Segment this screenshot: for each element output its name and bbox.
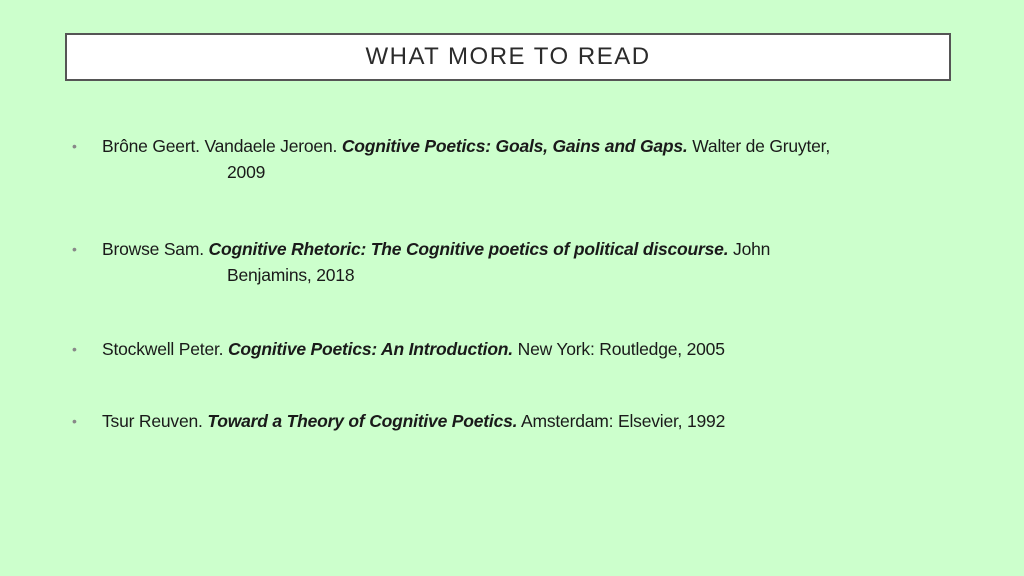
reference-title: Cognitive Rhetoric: The Cognitive poetics of political discourse. [208,239,729,259]
reference-publisher: Walter de Gruyter, [687,136,830,156]
reference-item [72,236,962,288]
reference-authors: Browse Sam. [102,239,209,259]
reference-authors: Stockwell Peter. [102,339,228,359]
bullet-icon: • [72,413,77,429]
bullet-icon: • [72,341,77,357]
reference-item [72,336,962,362]
reference-publisher: Amsterdam: Elsevier, 1992 [517,411,726,431]
reference-item [72,408,962,434]
reference-title: Toward a Theory of Cognitive Poetics. [207,411,518,431]
reference-publisher: John [728,239,771,259]
reference-title: Cognitive Poetics: Goals, Gains and Gaps. [341,136,688,156]
bullet-icon: • [72,138,77,154]
bullet-icon: • [72,241,77,257]
reference-item [72,133,962,185]
reference-authors: Brône Geert. Vandaele Jeroen. [102,136,342,156]
reference-publisher-continued: Benjamins, 2018 [227,265,355,285]
reference-title: Cognitive Poetics: An Introduction. [227,339,513,359]
reference-year: 2009 [227,162,266,182]
reference-publisher: New York: Routledge, 2005 [512,339,725,359]
reference-authors: Tsur Reuven. [102,411,208,431]
slide-title: WHAT MORE TO READ [365,43,651,70]
